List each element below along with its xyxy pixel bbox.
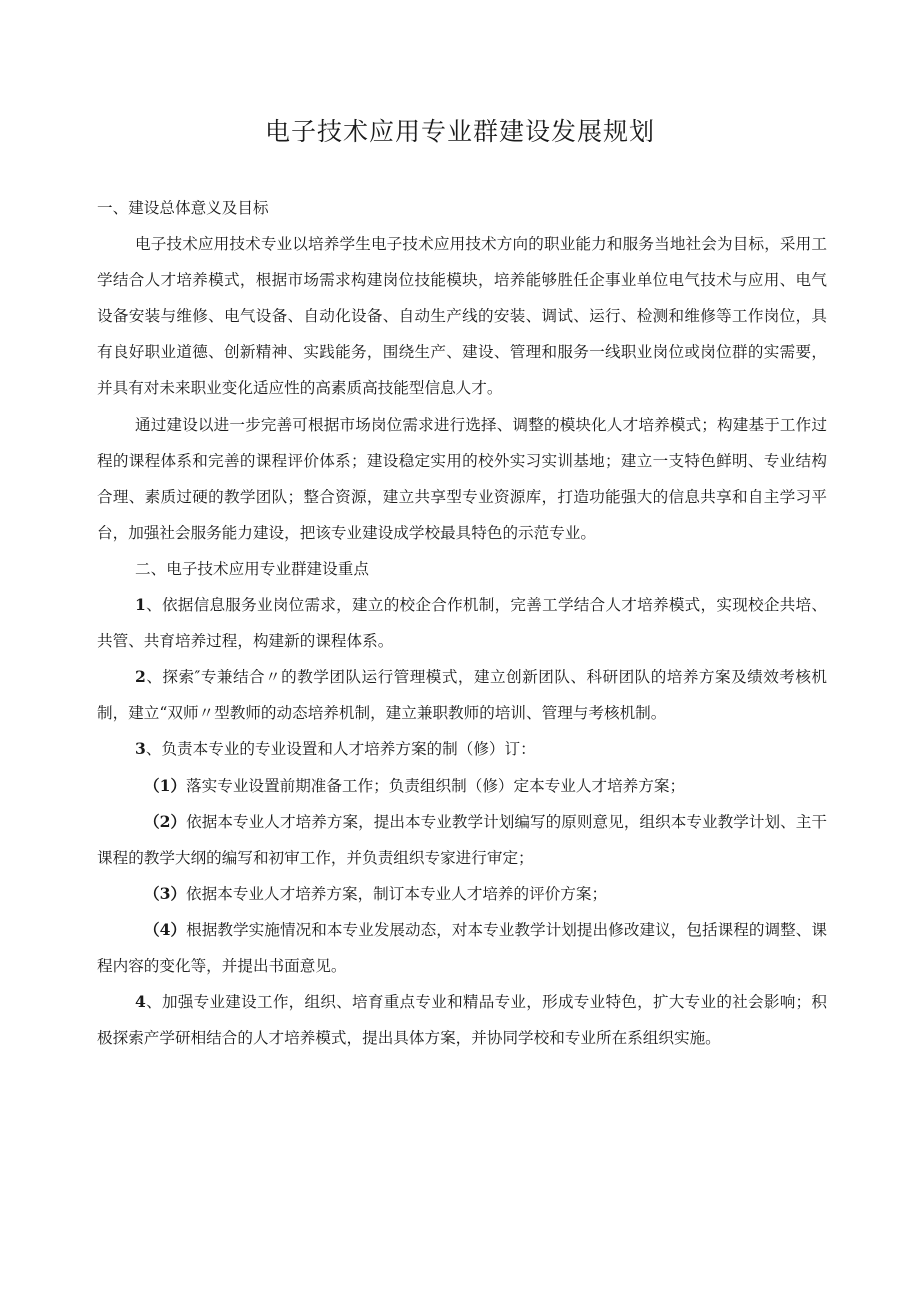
body-paragraph: 通过建设以进一步完善可根据市场岗位需求进行选择、调整的模块化人才培养模式；构建基于工作过程的课程体系和完善的课程评价体系；建设稳定实用的校外实习实训基地；建立一支特色鲜明、专业结构合理、素质过硬的教学团队；整合资源，建立共享型专业资源库，打造功能强大的信息共享和自主学习平台，加强社会服务能力建设，把该专业建设成学校最具特色的示范专业。 [97, 415, 827, 542]
subitem-number: （3） [144, 883, 187, 903]
numbered-item [97, 659, 827, 731]
sub-item [97, 876, 827, 912]
item-text: 、加强专业建设工作，组织、培育重点专业和精品专业，形成专业特色，扩大专业的社会影响；积极探索产学研相结合的人才培养模式，提出具体方案，并协同学校和专业所在系组织实施。 [97, 993, 827, 1048]
subitem-number: （1） [144, 775, 187, 795]
numbered-item [97, 731, 827, 767]
document-body [97, 190, 827, 1056]
section-heading: 二、电子技术应用专业群建设重点 [135, 559, 369, 578]
item-text: 、探索″专兼结合〃的教学团队运行管理模式，建立创新团队、科研团队的培养方案及绩效考核机制，建立“双师〃型教师的动态培养机制，建立兼职教师的培训、管理与考核机制。 [97, 668, 827, 723]
section-heading: 一、建设总体意义及目标 [97, 199, 269, 217]
item-number: 4 [135, 992, 146, 1012]
numbered-item [97, 587, 827, 659]
item-number: 3 [135, 739, 146, 759]
subitem-number: （4） [144, 919, 187, 939]
sub-item [97, 912, 827, 984]
subitem-number: （2） [144, 811, 187, 831]
page-title: 电子技术应用专业群建设发展规划 [264, 117, 655, 146]
item-text: 、负责本专业的专业设置和人才培养方案的制（修）订： [145, 740, 536, 759]
subitem-text: 根据教学实施情况和本专业发展动态，对本专业教学计划提出修改建议，包括课程的调整、课程内容的变化等，并提出书面意见。 [97, 920, 827, 975]
sub-item [97, 804, 827, 876]
item-number: 1 [135, 595, 146, 615]
subitem-text: 依据本专业人才培养方案，提出本专业教学计划编写的原则意见，组织本专业教学计划、主干课程的教学大纲的编写和初审工作，并负责组织专家进行审定； [97, 812, 827, 867]
item-number: 2 [135, 667, 146, 687]
body-paragraph: 电子技术应用技术专业以培养学生电子技术应用技术方向的职业能力和服务当地社会为目标，采用工学结合人才培养模式，根据市场需求构建岗位技能模块，培养能够胜任企事业单位电气技术与应用、电气设备安装与维修、电气设备、自动化设备、自动生产线的安装、调试、运行、检测和维修等工作岗位，具有良好职业道德、创新精神、实践能务，围绕生产、建设、管理和服务一线职业岗位或岗位群的实需要，并具有对未来职业变化适应性的高素质高技能型信息人才。 [97, 235, 827, 398]
sub-item [97, 768, 827, 804]
subitem-text: 依据本专业人才培养方案，制订本专业人才培养的评价方案； [186, 884, 608, 903]
item-text: 、依据信息服务业岗位需求，建立的校企合作机制，完善工学结合人才培养模式，实现校企共培、共管、共育培养过程，构建新的课程体系。 [97, 596, 827, 651]
subitem-text: 落实专业设置前期准备工作；负责组织制（修）定本专业人才培养方案； [186, 776, 686, 795]
numbered-item [97, 984, 827, 1056]
